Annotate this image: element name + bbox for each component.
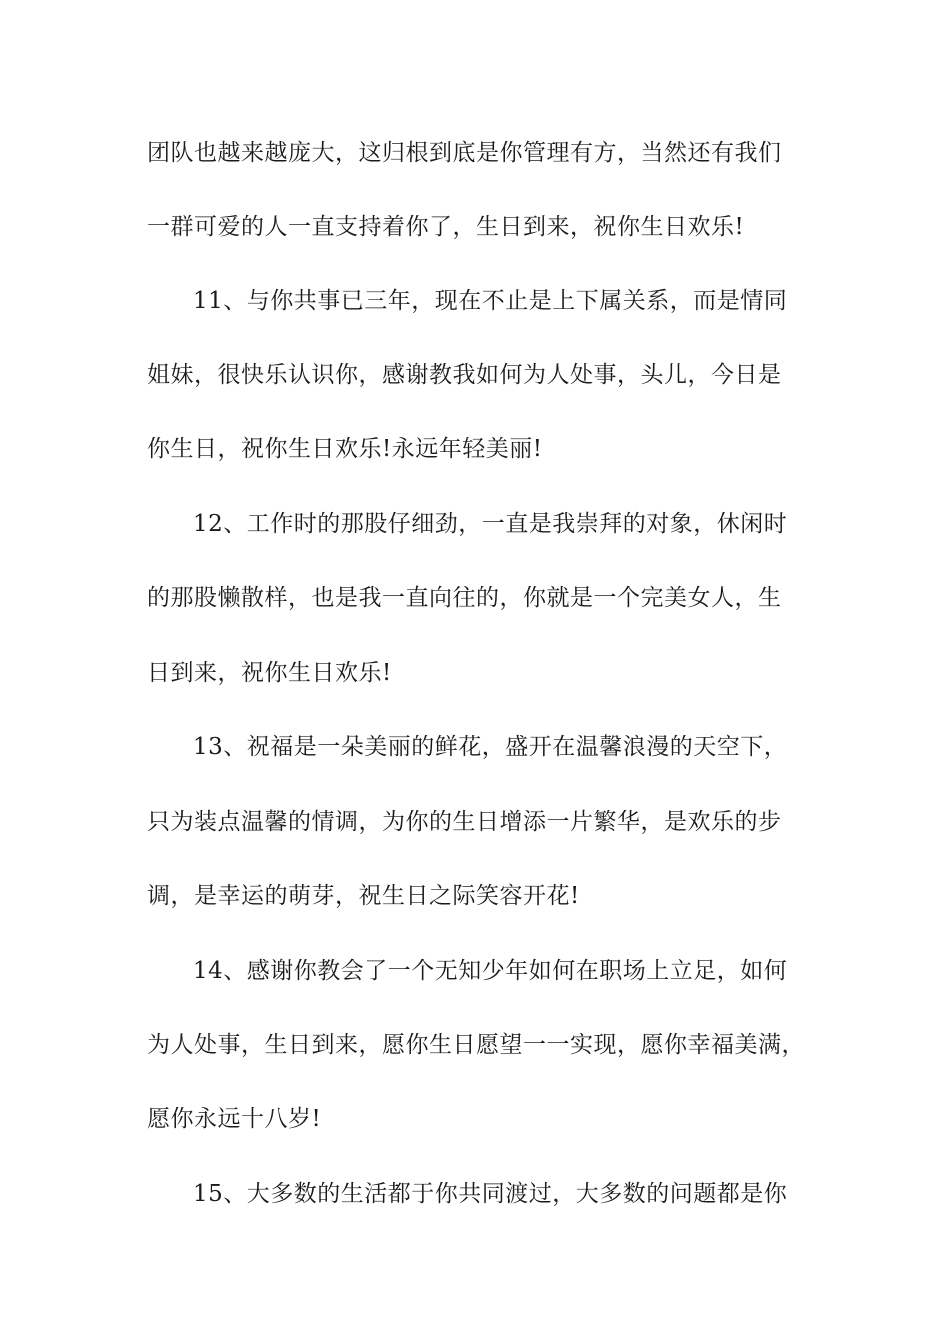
text-line: 只为装点温馨的情调，为你的生日增添一片繁华，是欢乐的步 xyxy=(147,809,782,835)
text-line: 姐妹，很快乐认识你，感谢教我如何为人处事，头儿，今日是 xyxy=(147,362,782,388)
text-line: 的那股懒散样，也是我一直向往的，你就是一个完美女人，生 xyxy=(147,585,782,611)
paragraph-11-line: 11、与你共事已三年，现在不止是上下属关系，而是情同 xyxy=(193,288,788,314)
paragraph-13-line: 13、祝福是一朵美丽的鲜花，盛开在温馨浪漫的天空下， xyxy=(193,734,788,760)
text-line: 你生日，祝你生日欢乐!永远年轻美丽! xyxy=(147,436,543,462)
text-line: 调，是幸运的萌芽，祝生日之际笑容开花! xyxy=(147,883,580,909)
text-line: 一群可爱的人一直支持着你了，生日到来，祝你生日欢乐! xyxy=(147,214,745,240)
paragraph-15-line: 15、大多数的生活都于你共同渡过，大多数的问题都是你 xyxy=(193,1181,788,1207)
text-line: 愿你永远十八岁! xyxy=(147,1106,322,1132)
text-line: 团队也越来越庞大，这归根到底是你管理有方，当然还有我们 xyxy=(147,140,782,166)
paragraph-14-line: 14、感谢你教会了一个无知少年如何在职场上立足，如何 xyxy=(193,958,788,984)
text-line: 为人处事，生日到来，愿你生日愿望一一实现，愿你幸福美满， xyxy=(147,1032,805,1058)
text-line: 日到来，祝你生日欢乐! xyxy=(147,660,392,686)
paragraph-12-line: 12、工作时的那股仔细劲，一直是我崇拜的对象，休闲时 xyxy=(193,511,788,537)
